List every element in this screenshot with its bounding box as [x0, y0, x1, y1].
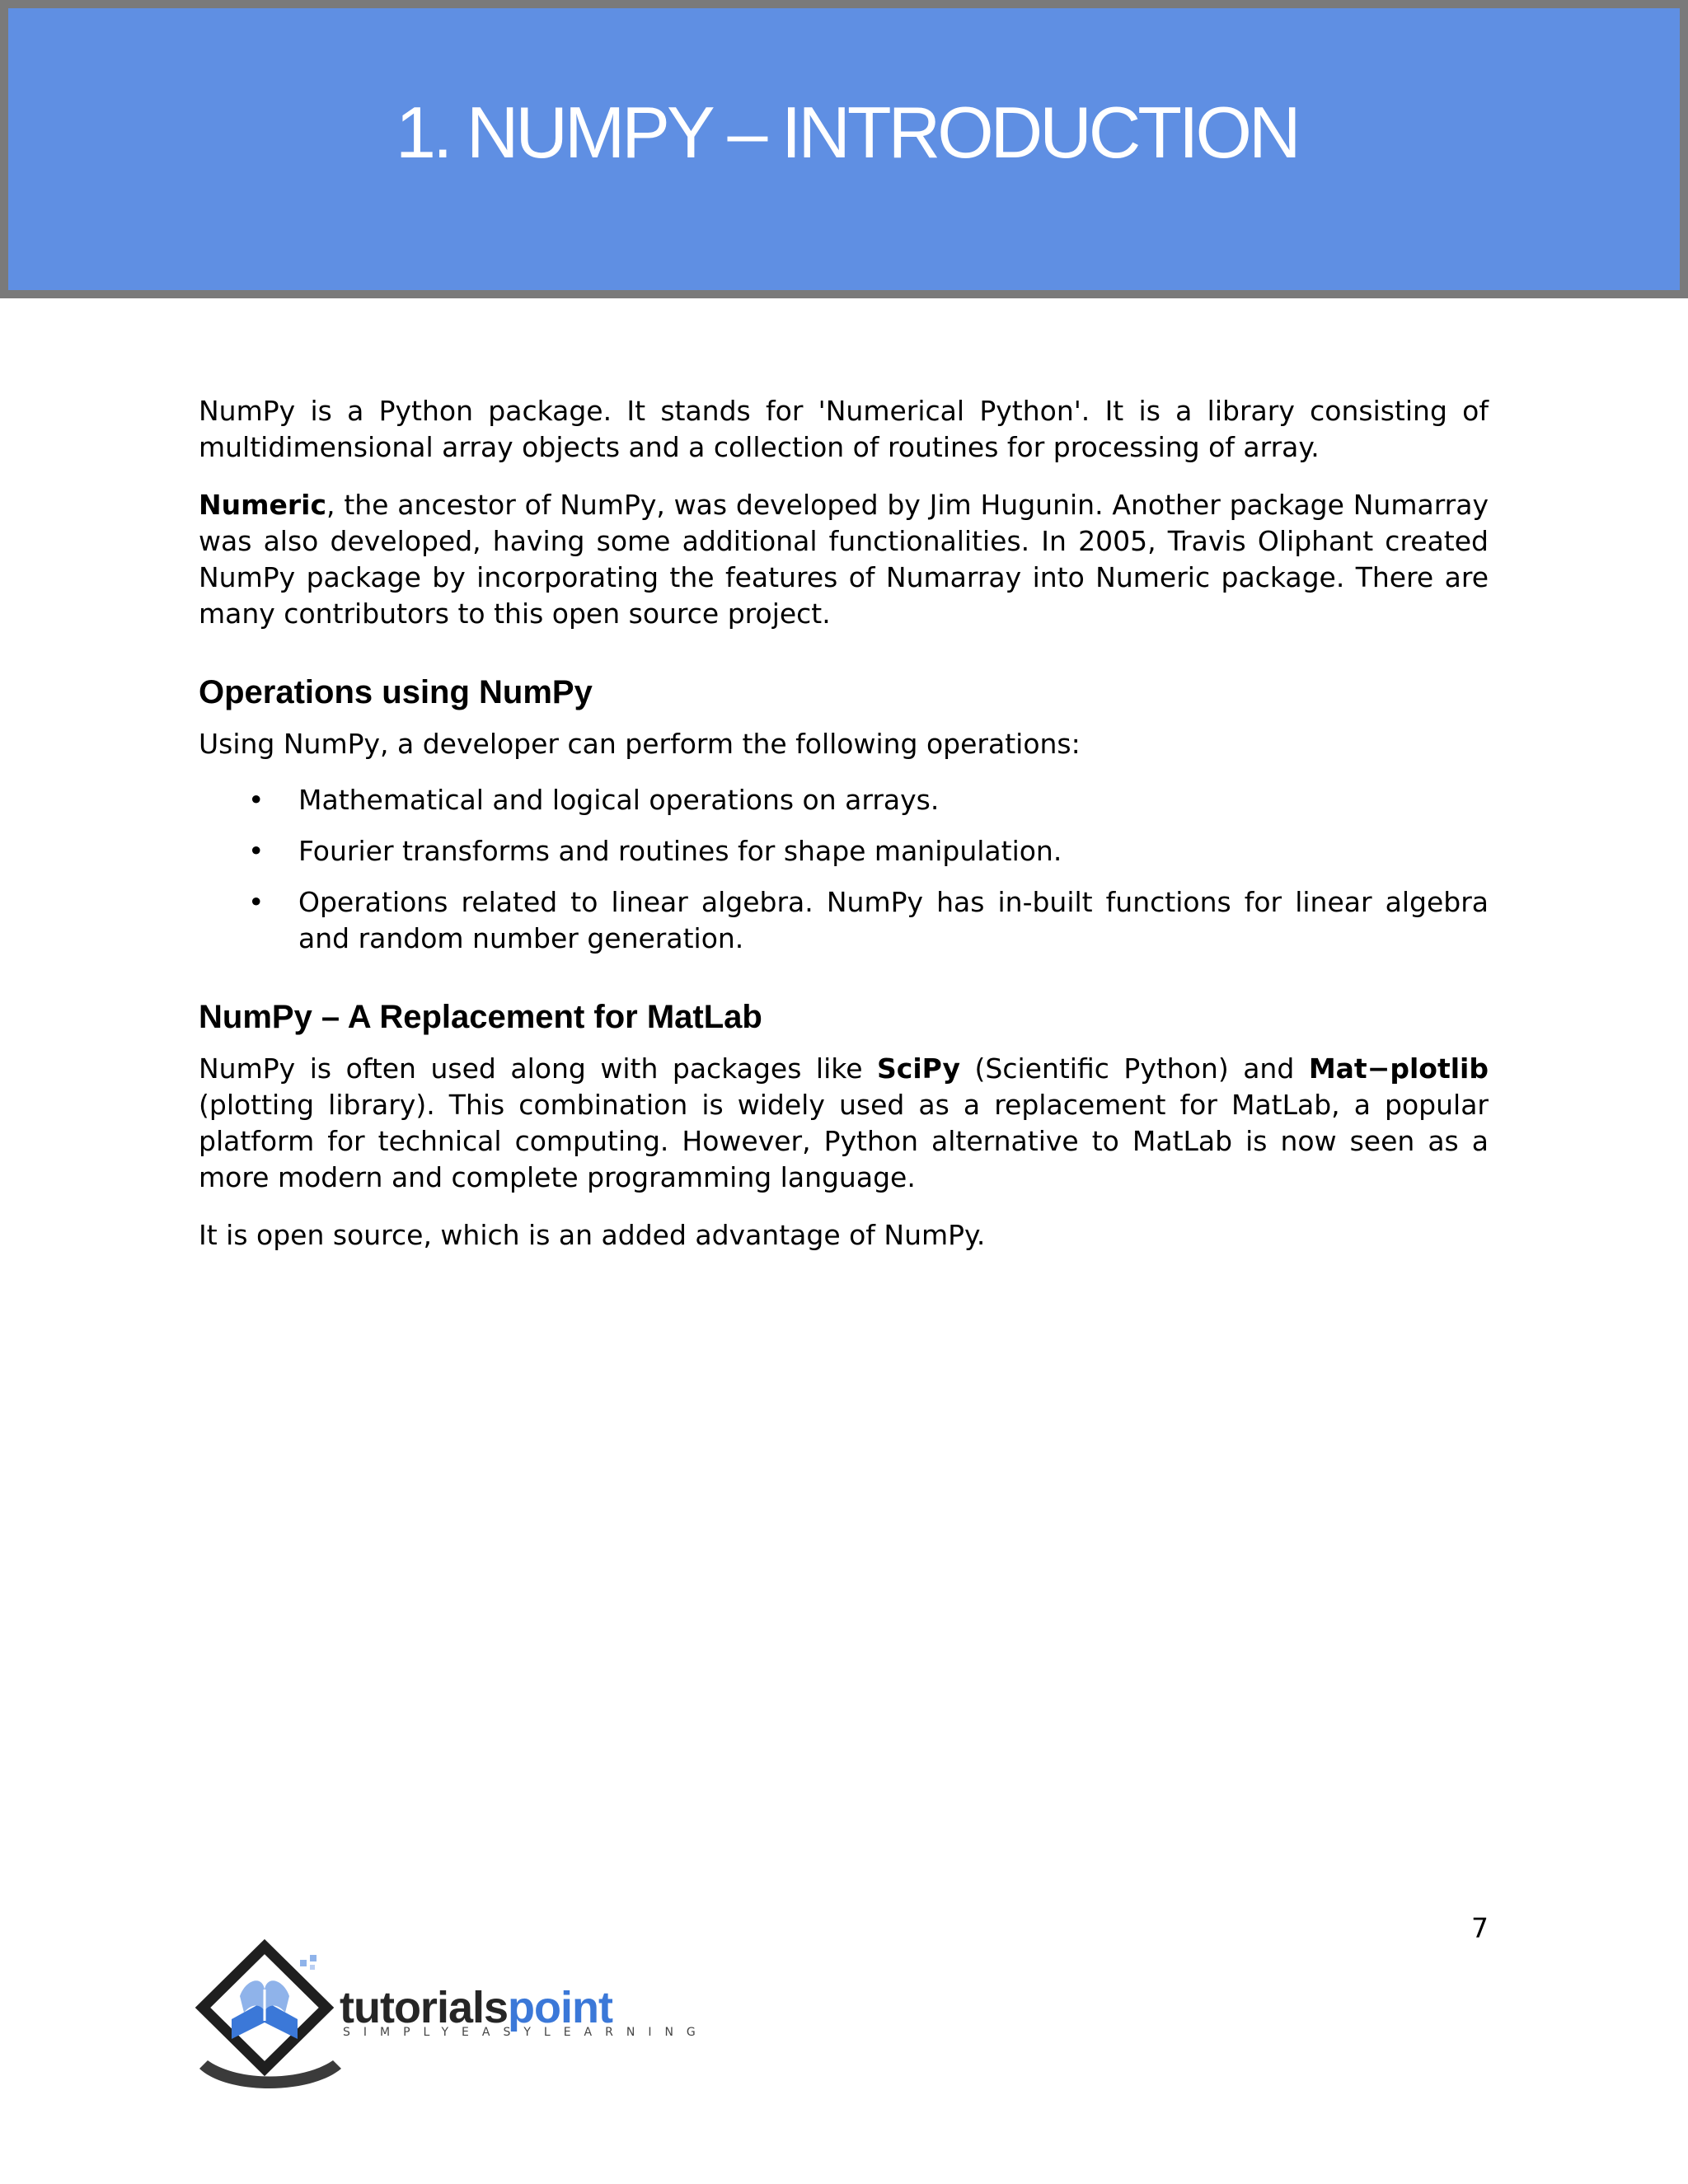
chapter-banner [0, 0, 1688, 298]
logo-tagline: SIMPLYEASYLEARNING [343, 2026, 709, 2039]
replacement-paragraph [199, 1051, 1489, 1196]
page-number: 7 [1471, 1912, 1489, 1944]
tutorialspoint-logo [195, 1937, 709, 2089]
logo-word-tutorials: tutorials [340, 1983, 509, 2032]
bullet-icon: • [248, 886, 265, 918]
logo-wordmark [340, 1983, 612, 2032]
list-item [199, 782, 1489, 818]
replacement-heading: NumPy – A Replacement for MatLab [199, 999, 762, 1035]
replacement-text-1: NumPy is often used along with packages like [199, 1052, 878, 1085]
logo-word-point: point [508, 1983, 612, 2032]
operations-list [199, 782, 1489, 957]
page-content [199, 393, 1489, 1275]
logo-emblem-icon [195, 1937, 351, 2089]
list-item-text: Operations related to linear algebra. NumPy has in-built functions for linear algebra and random number generation. [298, 886, 1489, 954]
scipy-term: SciPy [877, 1052, 960, 1085]
history-paragraph [199, 487, 1489, 632]
operations-lead: Using NumPy, a developer can perform the following operations: [199, 728, 1081, 760]
history-text: , the ancestor of NumPy, was developed by Jim Hugunin. Another package Numarray was also developed, having some additional functionalities. In 2005, Travis Oliphant created NumPy package by incorporating the features of Numarray into Numeric package. There are many contributors to this open source project. [199, 489, 1489, 630]
replacement-text-3: (plotting library). This combination is widely used as a replacement for MatLab, a popular platform for technical computing. However, Python alternative to MatLab is now seen as a more modern and complete programming language. [199, 1089, 1489, 1193]
numeric-term: Numeric [199, 489, 327, 521]
intro-paragraph: NumPy is a Python package. It stands for 'Numerical Python'. It is a library consisting of multidimensional array objects and a collection of routines for processing of array. [199, 395, 1489, 463]
replacement-text-2: (Scientific Python) and [959, 1052, 1309, 1085]
chapter-title: 1. NUMPY – INTRODUCTION [396, 91, 1298, 173]
operations-heading: Operations using NumPy [199, 674, 593, 710]
list-item-text: Fourier transforms and routines for shape manipulation. [298, 835, 1062, 867]
bullet-icon: • [248, 835, 265, 867]
open-source-paragraph: It is open source, which is an added advantage of NumPy. [199, 1219, 986, 1251]
list-item [199, 833, 1489, 869]
matplotlib-term: Mat−plotlib [1308, 1052, 1489, 1085]
list-item-text: Mathematical and logical operations on arrays. [298, 784, 940, 816]
list-item [199, 884, 1489, 957]
bullet-icon: • [248, 784, 265, 816]
